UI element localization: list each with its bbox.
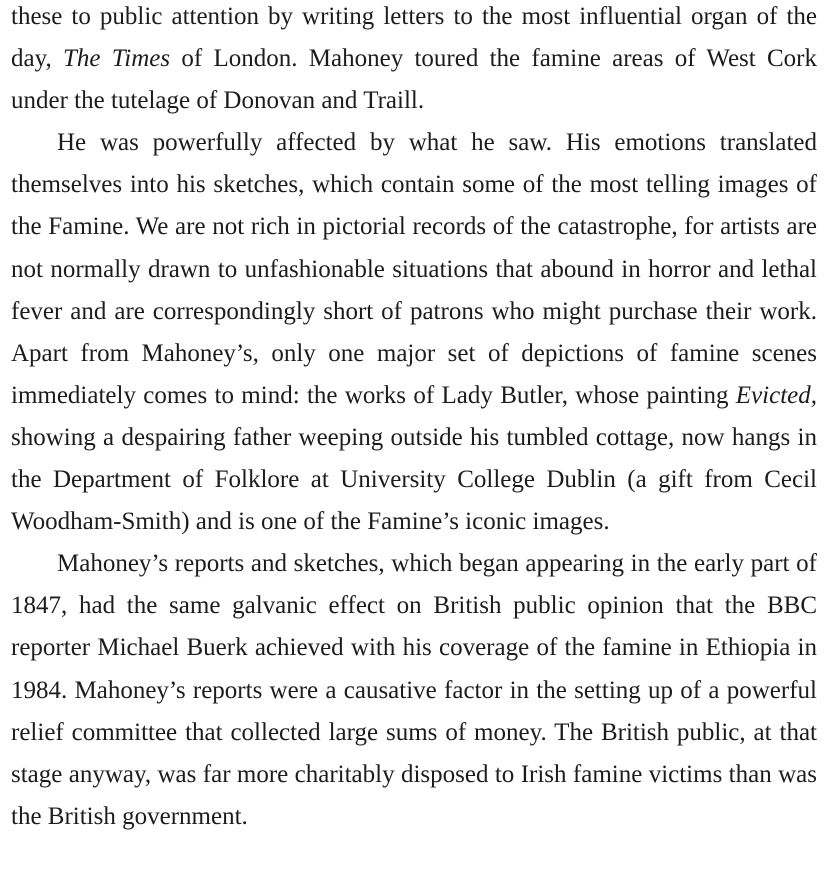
paragraph-1-text-a: these to public attention by writing letters to the most influential organ of the day, — [11, 3, 817, 73]
paragraph-1-text-b: of London. Mahoney toured the famine areas of West Cork under the tutelage of Donovan and Traill. — [11, 45, 817, 115]
document-page — [11, 0, 817, 838]
paragraph-1 — [11, 0, 817, 122]
paragraph-3 — [11, 543, 817, 838]
paragraph-2-text-a: He was powerfully affected by what he saw. His emotions translated themselves into his sketches, which contain some of the most telling images of the Famine. We are not rich in pictorial records of the catastrophe, for artists are not normally drawn to unfashionable situations that abound in horror and lethal fever and are correspondingly short of patrons who might purchase their work. Apart from Mahoney’s, only one major set of depictions of famine scenes immediately comes to mind: the works of Lady Butler, whose painting — [11, 129, 817, 409]
paragraph-2 — [11, 122, 817, 543]
painting-title-evicted: Evicted, — [735, 381, 817, 409]
publication-title-the-times: The Times — [63, 45, 171, 73]
paragraph-2-text-b: showing a despairing father weeping outside his tumbled cottage, now hangs in the Department of Folklore at University College Dublin (a gift from Cecil Woodham-Smith) and is one of the Famine’s iconic images. — [11, 423, 817, 536]
paragraph-3-text: Mahoney’s reports and sketches, which began appearing in the early part of 1847, had the same galvanic effect on British public opinion that the BBC reporter Michael Buerk achieved with his coverage of the famine in Ethiopia in 1984. Mahoney’s reports were a causative factor in the setting up of a powerful relief committee that collected large sums of money. The British public, at that stage anyway, was far more charitably disposed to Irish famine victims than was the British government. — [11, 550, 817, 830]
